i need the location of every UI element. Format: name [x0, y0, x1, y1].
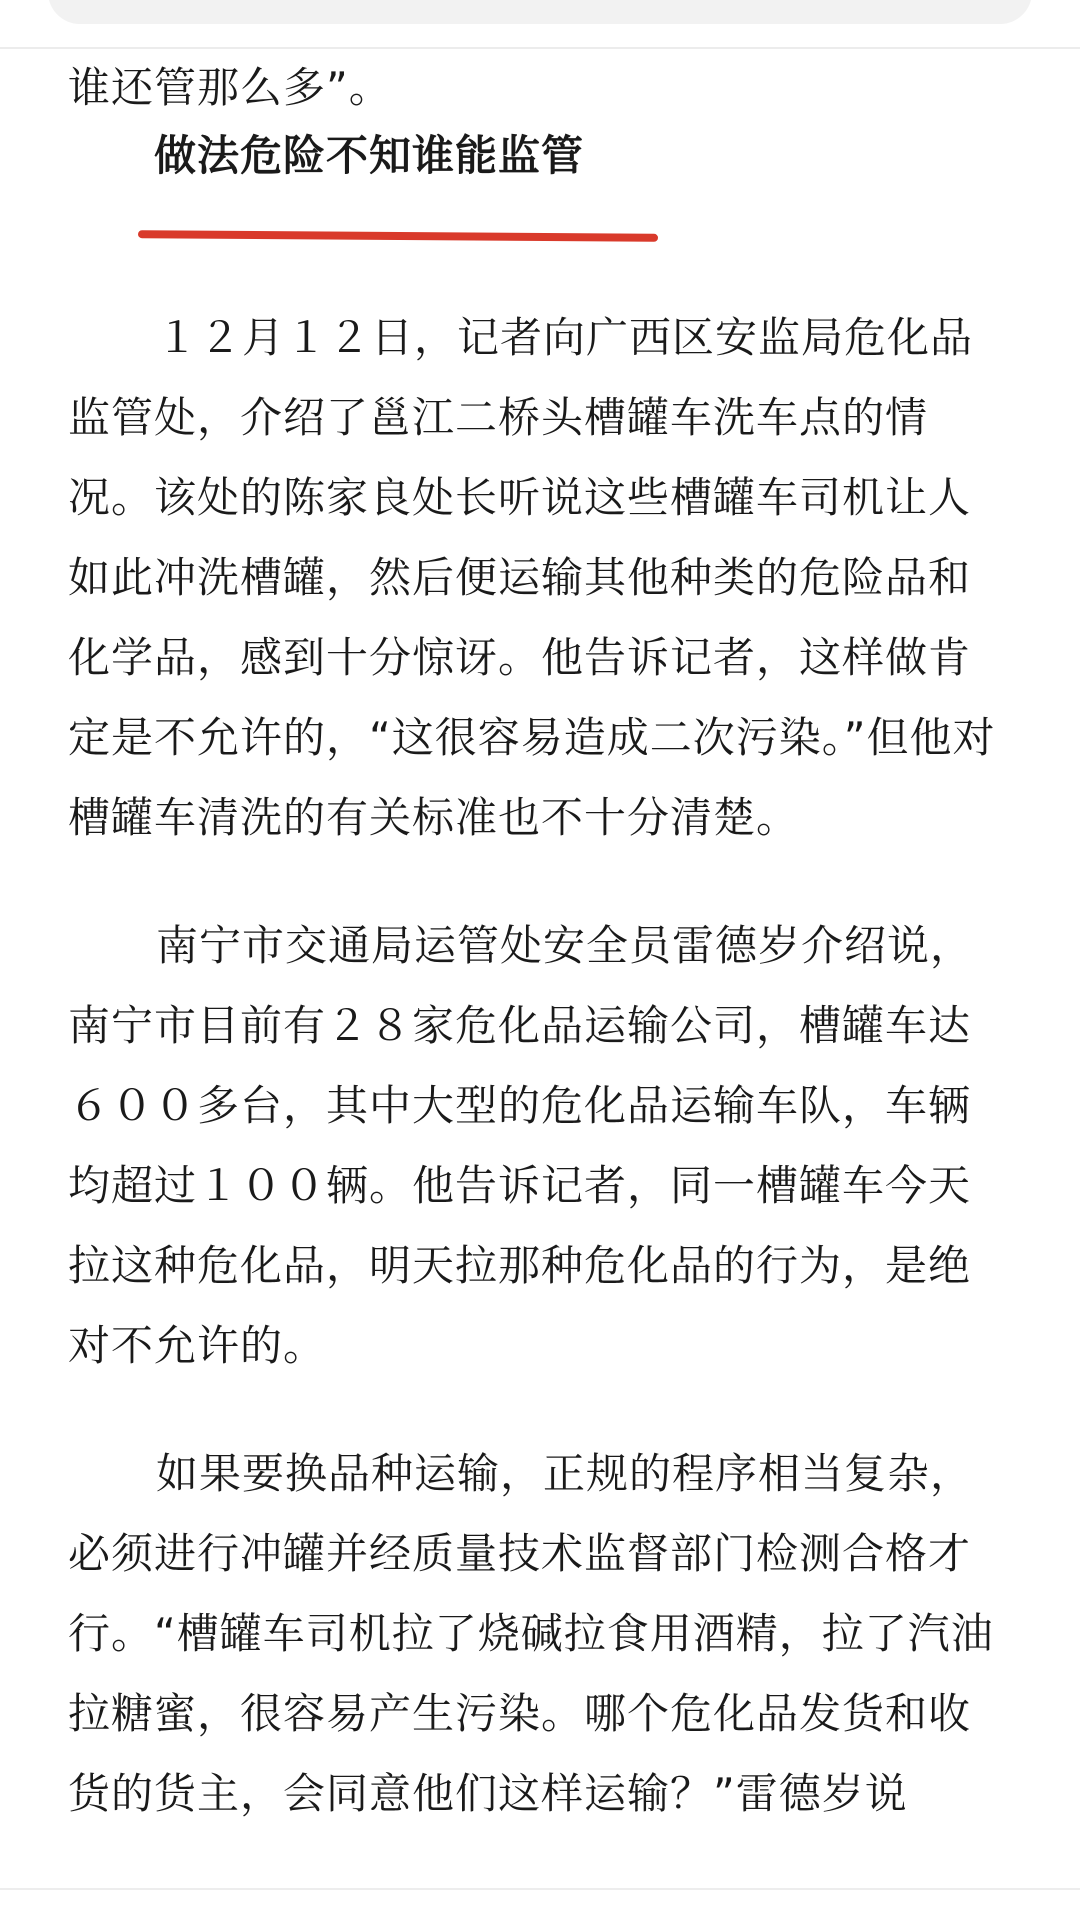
paragraph-gap	[68, 858, 1004, 906]
article-body	[68, 48, 1004, 1834]
paragraph-gap	[68, 1386, 1004, 1434]
article-paragraph-1: １２月１２日，记者向广西区安监局危化品监管处，介绍了邕江二桥头槽罐车洗车点的情况。该处的陈家良处长听说这些槽罐车司机让人如此冲洗槽罐，然后便运输其他种类的危险品和化学品，感到十分惊讶。他告诉记者，这样做肯定是不允许的，“这很容易造成二次污染。”但他对槽罐车清洗的有关标准也不十分清楚。	[68, 313, 996, 842]
article-paragraph-0: 谁还管那么多”。	[68, 63, 392, 112]
section-heading: 做法危险不知谁能监管	[154, 131, 585, 180]
bottom-edge	[0, 1890, 1080, 1912]
top-search-bar[interactable]	[48, 0, 1032, 24]
heading-underline	[138, 230, 658, 242]
article-paragraph-3: 如果要换品种运输，正规的程序相当复杂，必须进行冲罐并经质量技术监督部门检测合格才行。“槽罐车司机拉了烧碱拉食用酒精，拉了汽油拉糖蜜，很容易产生污染。哪个危化品发货和收货的货主，会同意他们这样运输？”雷德岁说	[68, 1449, 994, 1818]
section-heading-block	[68, 128, 1004, 298]
article-paragraph-2: 南宁市交通局运管处安全员雷德岁介绍说，南宁市目前有２８家危化品运输公司，槽罐车达６００多台，其中大型的危化品运输车队，车辆均超过１００辆。他告诉记者，同一槽罐车今天拉这种危化品，明天拉那种危化品的行为，是绝对不允许的。	[68, 921, 974, 1370]
